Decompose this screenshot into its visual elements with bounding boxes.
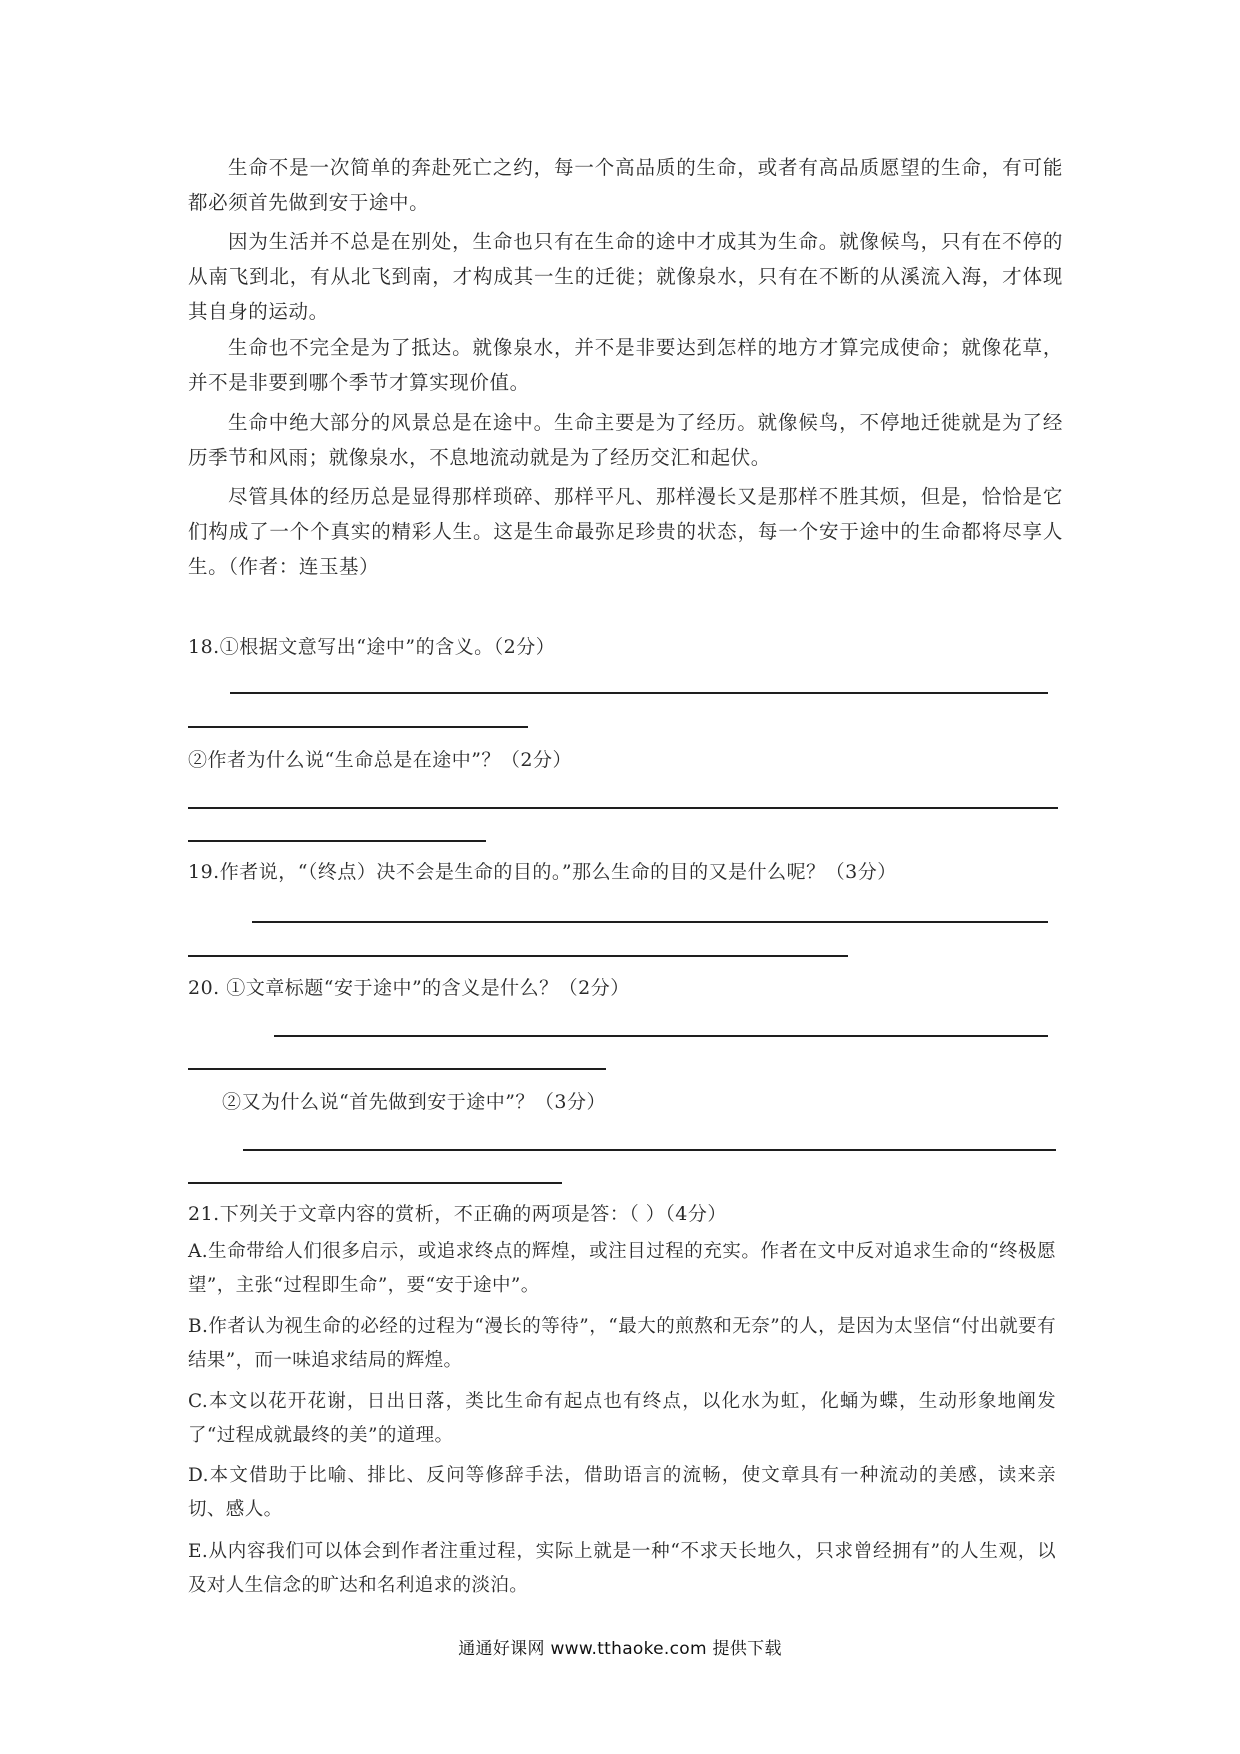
- question-19: 19.作者说，“（终点）决不会是生命的目的。”那么生命的目的又是什么呢？（3分）: [188, 861, 897, 883]
- answer-line[interactable]: [188, 726, 528, 728]
- answer-line[interactable]: [252, 921, 1048, 923]
- question-18-part-2: ②作者为什么说“生命总是在途中”？（2分）: [188, 749, 573, 771]
- page-footer: 通通好课网 www.tthaoke.com 提供下载: [458, 1639, 782, 1659]
- question-20-part-1: 20. ①文章标题“安于途中”的含义是什么？（2分）: [188, 977, 630, 999]
- option-c: C.本文以花开花谢，日出日落，类比生命有起点也有终点，以化水为虹，化蛹为蝶，生动形象地阐发了“过程成就最终的美”的道理。: [188, 1391, 1056, 1446]
- passage-paragraph-3: 生命也不完全是为了抵达。就像泉水，并不是非要达到怎样的地方才算完成使命；就像花草，并不是非要到哪个季节才算实现价值。: [188, 336, 1063, 394]
- option-e: E.从内容我们可以体会到作者注重过程，实际上就是一种“不求天长地久，只求曾经拥有”的人生观，以及对人生信念的旷达和名利追求的淡泊。: [188, 1541, 1056, 1596]
- option-d: D.本文借助于比喻、排比、反问等修辞手法，借助语言的流畅，使文章具有一种流动的美感，读来亲切、感人。: [188, 1465, 1056, 1520]
- answer-line[interactable]: [274, 1035, 1048, 1037]
- answer-line[interactable]: [188, 840, 486, 842]
- answer-line[interactable]: [243, 1149, 1056, 1151]
- passage-paragraph-5: 尽管具体的经历总是显得那样琐碎、那样平凡、那样漫长又是那样不胜其烦，但是，恰恰是它们构成了一个个真实的精彩人生。这是生命最弥足珍贵的状态，每一个安于途中的生命都将尽享人生。（作者：连玉基）: [188, 485, 1063, 578]
- answer-line[interactable]: [188, 807, 1058, 809]
- answer-line[interactable]: [188, 1068, 606, 1070]
- option-a: A.生命带给人们很多启示，或追求终点的辉煌，或注目过程的充实。作者在文中反对追求生命的“终极愿望”，主张“过程即生命”，要“安于途中”。: [188, 1241, 1056, 1296]
- answer-line[interactable]: [188, 1182, 562, 1184]
- option-b: B.作者认为视生命的必经的过程为“漫长的等待”，“最大的煎熬和无奈”的人，是因为太坚信“付出就要有结果”，而一味追求结局的辉煌。: [188, 1316, 1056, 1371]
- question-20-part-2: ②又为什么说“首先做到安于途中”？（3分）: [222, 1091, 607, 1113]
- passage-paragraph-2: 因为生活并不总是在别处，生命也只有在生命的途中才成其为生命。就像候鸟，只有在不停的从南飞到北，有从北飞到南，才构成其一生的迁徙；就像泉水，只有在不断的从溪流入海，才体现其自身的运动。: [188, 230, 1063, 323]
- question-18-part-1: 18.①根据文意写出“途中”的含义。（2分）: [188, 636, 556, 658]
- passage-paragraph-1: 生命不是一次简单的奔赴死亡之约，每一个高品质的生命，或者有高品质愿望的生命，有可能都必须首先做到安于途中。: [188, 156, 1063, 214]
- answer-line[interactable]: [230, 692, 1048, 694]
- question-21: 21.下列关于文章内容的赏析，不正确的两项是答：（ ）（4分）: [188, 1203, 727, 1225]
- answer-line[interactable]: [188, 955, 848, 957]
- passage-paragraph-4: 生命中绝大部分的风景总是在途中。生命主要是为了经历。就像候鸟，不停地迁徙就是为了经历季节和风雨；就像泉水，不息地流动就是为了经历交汇和起伏。: [188, 411, 1063, 469]
